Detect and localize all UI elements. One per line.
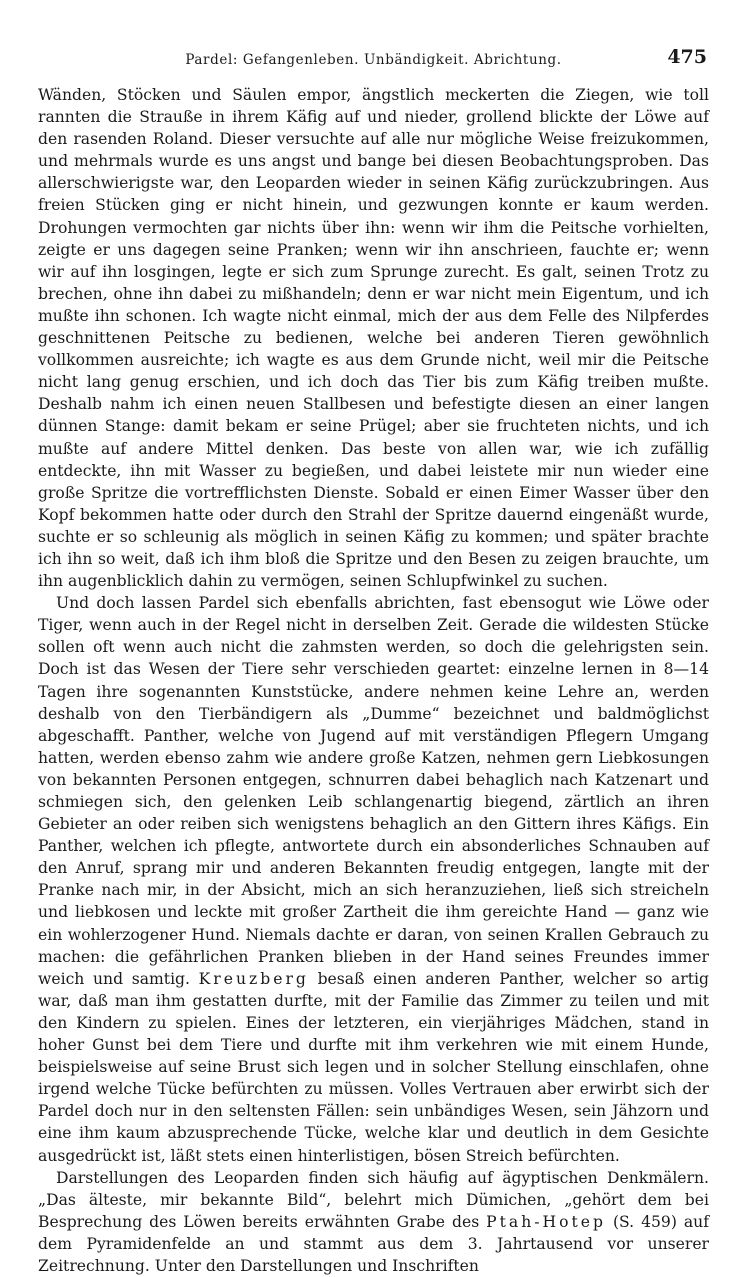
paragraph-3 (38, 1167, 709, 1277)
paragraph-text: Wänden, Stöcken und Säulen empor, ängstlich meckerten die Ziegen, wie toll rannten die Strauße in ihrem Käfig auf und nieder, grollend blickte der Löwe auf den rasenden Roland. Dieser versuchte auf alle nur mögliche Weise freizukommen, und mehrmals wurde es uns angst und bange bei diesen Beobachtungsproben. Das allerschwierigste war, den Leoparden wieder in seinen Käfig zurückzubringen. Aus freien Stücken ging er nicht hinein, und gezwungen konnte er kaum werden. Drohungen vermochten gar nichts über ihn: wenn wir ihm die Peitsche vorhielten, zeigte er uns dagegen seine Pranken; wenn wir ihn anschrieen, fauchte er; wenn wir auf ihn losgingen, legte er sich zum Sprunge zurecht. Es galt, seinen Trotz zu brechen, ohne ihn dabei zu mißhandeln; denn er war nicht mein Eigentum, und ich mußte ihn schonen. Ich wagte nicht einmal, mich der aus dem Felle des Nilpferdes geschnittenen Peitsche zu bedienen, welche bei anderen Tieren gewöhnlich vollkommen ausreichte; ich wagte es aus dem Grunde nicht, weil mir die Peitsche nicht lang genug erschien, und ich doch das Tier bis zum Käfig treiben mußte. Deshalb nahm ich einen neuen Stallbesen und befestigte diesen an einer langen dünnen Stange: damit bekam er seine Prügel; aber sie fruchteten nichts, und ich mußte auf andere Mittel denken. Das beste von allen war, wie ich zufällig entdeckte, ihn mit Wasser zu begießen, und dabei leistete mir nun wieder eine große Spritze die vortrefflichsten Dienste. Sobald er einen Eimer Wasser über den Kopf bekommen hatte oder durch den Strahl der Spritze dauernd eingenäßt wurde, suchte er so schleunig als möglich in seinen Käfig zu kommen; und später brachte ich ihn so weit, daß ich ihm bloß die Spritze und den Besen zu zeigen brauchte, um ihn augenblicklich dahin zu vermögen, seinen Schlupfwinkel zu suchen. (38, 86, 709, 591)
tomb-name-spaced: Ptah-Hotep (486, 1212, 606, 1231)
running-title: Pardel: Gefangenleben. Unbändigkeit. Abrichtung. (185, 52, 562, 68)
paragraph-text-tail: (S. 459) auf dem Pyramidenfelde an und stammt aus dem 3. Jahrtausend vor unserer Zeitrechnung. Unter den Darstellungen und Inschriften (38, 1212, 709, 1275)
page-number: 475 (667, 46, 707, 68)
running-header (38, 46, 709, 76)
person-name-spaced: Kreuzberg (198, 969, 309, 988)
paragraph-text-tail: besaß einen anderen Panther, welcher so artig war, daß man ihm gestatten durfte, mit der Familie das Zimmer zu teilen und mit den Kindern zu spielen. Eines der letzteren, ein vierjähriges Mädchen, stand in hoher Gunst bei dem Tiere und durfte mit ihm verkehren wie mit einem Hunde, beispielsweise auf seine Brust sich legen und in solcher Stellung einschlafen, ohne irgend welche Tücke befürchten zu müssen. Volles Vertrauen aber erwirbt sich der Pardel doch nur in den seltensten Fällen: sein unbändiges Wesen, sein Jähzorn und eine ihm kaum abzusprechende Tücke, welche klar und deutlich in dem Gesichte ausgedrückt ist, läßt stets einen hinterlistigen, bösen Streich befürchten. (38, 969, 709, 1165)
paragraph-text: Und doch lassen Pardel sich ebenfalls abrichten, fast ebensogut wie Löwe oder Tiger, wenn auch in der Regel nicht in derselben Zeit. Gerade die wildesten Stücke sollen oft wenn auch nicht die zahmsten werden, so doch die gelehrigsten sein. Doch ist das Wesen der Tiere sehr verschieden geartet: einzelne lernen in 8—14 Tagen ihre sogenannten Kunststücke, andere nehmen keine Lehre an, werden deshalb von den Tierbändigern als „Dumme“ bezeichnet und baldmöglichst abgeschafft. Panther, welche von Jugend auf mit verständigen Pflegern Umgang hatten, werden ebenso zahm wie andere große Katzen, nehmen gern Liebkosungen von bekannten Personen entgegen, schnurren dabei behaglich nach Katzenart und schmiegen sich, den gelenken Leib schlangenartig biegend, zärtlich an ihren Gebieter an oder reiben sich wenigstens behaglich an den Gittern ihres Käfigs. Ein Panther, welchen ich pflegte, antwortete durch ein absonderliches Schnauben auf den Anruf, sprang mir und anderen Bekannten freudig entgegen, langte mit der Pranke nach mir, in der Absicht, mich an sich heranzuziehen, ließ sich streicheln und liebkosen und leckte mit großer Zartheit die ihm gereichte Hand — ganz wie ein wohlerzogener Hund. Niemals dachte er daran, von seinen Krallen Gebrauch zu machen: die gefährlichen Pranken blieben in der Hand seines Freundes immer weich und samtig. (38, 594, 709, 988)
body-text (38, 84, 709, 1277)
paragraph-1 (38, 84, 709, 592)
paragraph-text: Darstellungen des Leoparden finden sich häufig auf ägyptischen Denkmälern. „Das älteste, mir bekannte Bild“, belehrt mich Dümichen, „gehört dem bei Besprechung des Löwen bereits erwähnten Grabe des (38, 1168, 709, 1231)
paragraph-2 (38, 592, 709, 1166)
